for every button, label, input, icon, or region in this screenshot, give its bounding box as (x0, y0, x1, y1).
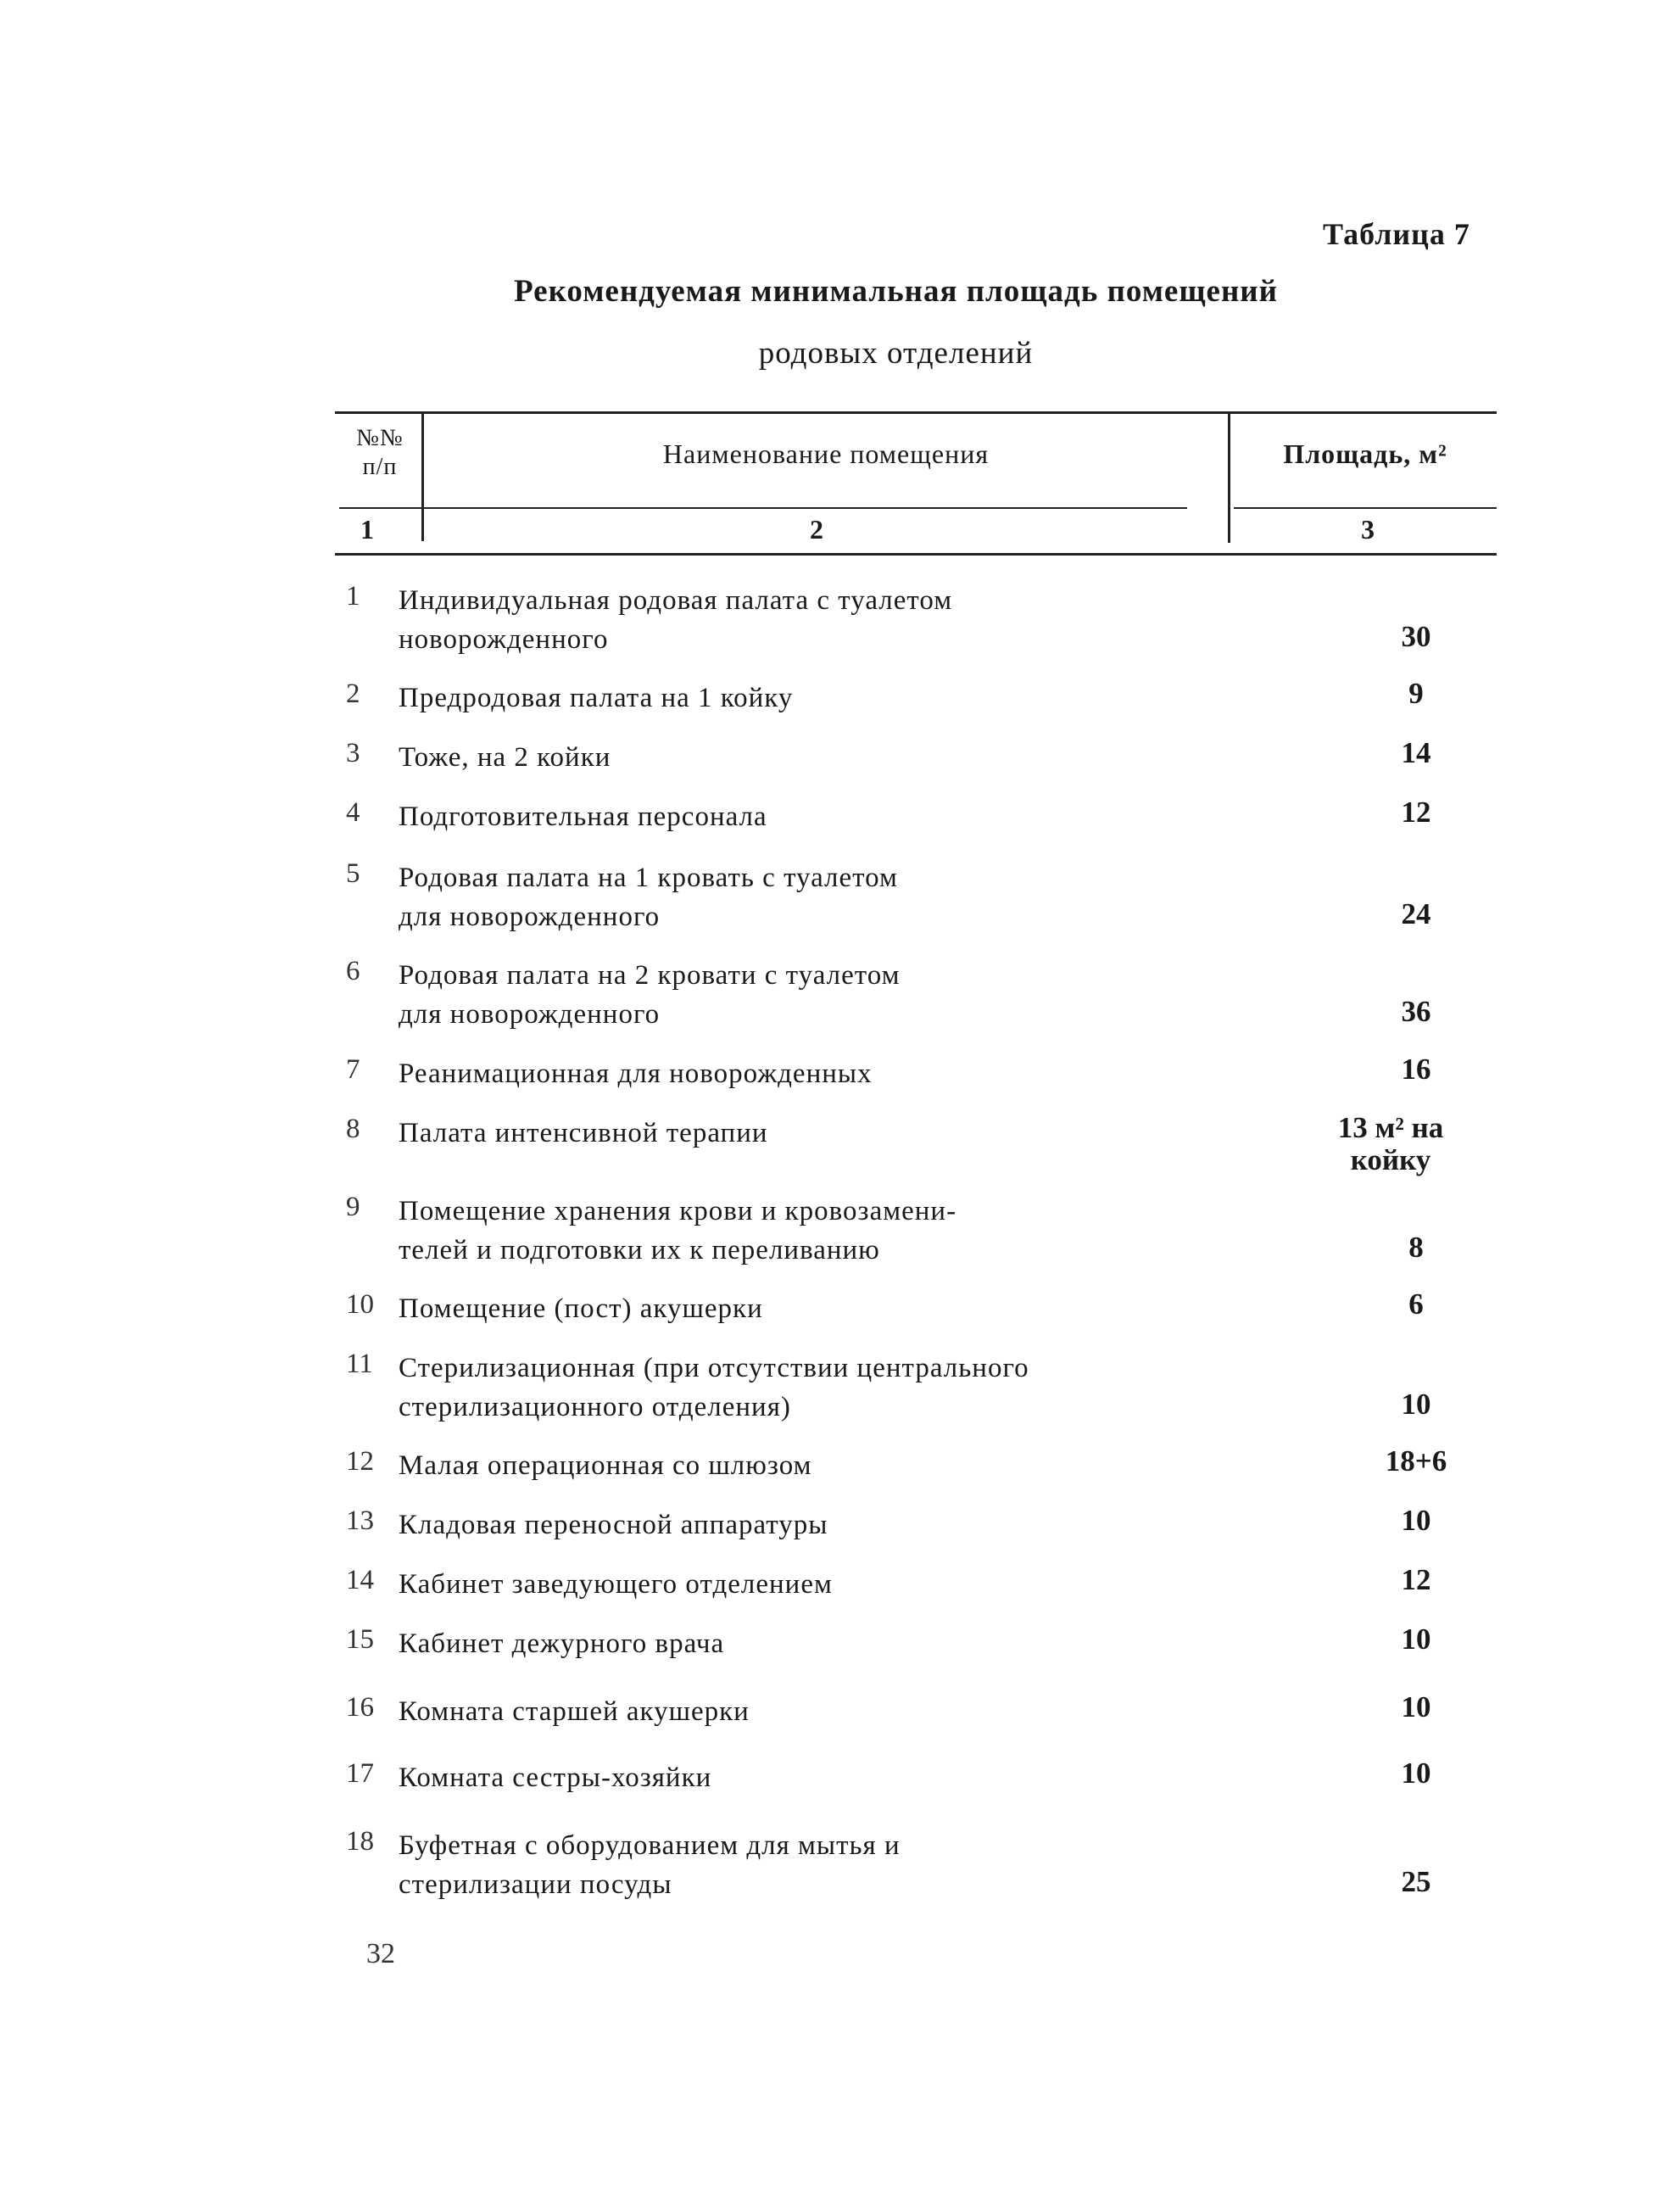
room-name-line: стерилизационного отделения) (399, 1392, 791, 1422)
room-name (399, 956, 1230, 1034)
room-name (399, 1349, 1230, 1427)
room-area: 30 (1401, 620, 1431, 653)
table-title (0, 273, 1673, 310)
room-area: 13 м² на койку (1337, 1111, 1444, 1176)
table-title-line2: родовых отделений (758, 336, 1034, 371)
room-name-line: Тоже, на 2 койки (399, 742, 611, 773)
column-number-1: 1 (360, 514, 374, 545)
row-number: 13 (346, 1505, 374, 1536)
room-area: 10 (1401, 1757, 1431, 1790)
room-name-line: для новорожденного (399, 902, 661, 932)
room-area: 36 (1401, 995, 1431, 1028)
room-name-line: телей и подготовки их к переливанию (399, 1235, 880, 1265)
room-area: 12 (1401, 1563, 1431, 1596)
room-area: 8 (1408, 1231, 1424, 1264)
header-name-col: Наименование помещения (662, 438, 990, 469)
row-number: 6 (346, 956, 360, 986)
room-area: 24 (1401, 897, 1431, 930)
room-name-line: Предродовая палата на 1 койку (399, 683, 794, 713)
row-number: 18 (346, 1826, 374, 1857)
room-area: 14 (1401, 736, 1431, 769)
header-number-sub-label: п/п (362, 454, 398, 480)
room-area: 10 (1401, 1690, 1431, 1723)
table-label: Таблица 7 (1323, 217, 1470, 251)
room-name (399, 1054, 1230, 1093)
room-area: 16 (1401, 1053, 1431, 1086)
room-name (399, 1114, 1230, 1153)
row-number: 1 (346, 581, 360, 612)
row-number: 2 (346, 679, 360, 709)
room-name (399, 679, 1230, 718)
row-number: 10 (346, 1289, 374, 1320)
column-number-rule (335, 553, 1497, 556)
row-number: 17 (346, 1758, 374, 1789)
room-name (399, 1758, 1230, 1797)
room-name (399, 1446, 1230, 1485)
room-name-line: Комната сестры-хозяйки (399, 1762, 712, 1793)
room-name (399, 738, 1230, 777)
row-number: 3 (346, 738, 360, 768)
room-name-line: Стерилизационная (при отсутствии центрального (399, 1353, 1029, 1383)
room-area: 25 (1401, 1865, 1431, 1898)
room-name-line: Родовая палата на 2 кровати с туалетом (399, 960, 901, 991)
page-number: 32 (366, 1938, 395, 1969)
table-title-line1: Рекомендуемая минимальная площадь помещений (514, 274, 1278, 309)
room-name (399, 1192, 1230, 1270)
room-name-line: Родовая палата на 1 кровать с туалетом (399, 863, 898, 893)
room-name (399, 581, 1230, 659)
room-name (399, 797, 1230, 836)
room-area: 12 (1401, 796, 1431, 829)
table-top-rule (335, 411, 1497, 414)
room-name-line: Индивидуальная родовая палата с туалетом (399, 585, 953, 616)
room-name-line: для новорожденного (399, 999, 661, 1030)
room-name (399, 1692, 1230, 1731)
room-name-line: Малая операционная со шлюзом (399, 1450, 812, 1481)
room-name-line: Буфетная с оборудованием для мытья и (399, 1830, 901, 1861)
room-name (399, 1505, 1230, 1544)
header-divider-rule-right (1234, 507, 1497, 509)
room-area: 10 (1401, 1504, 1431, 1537)
room-name-line: Палата интенсивной терапии (399, 1118, 768, 1148)
room-name (399, 1624, 1230, 1663)
room-name-line: Реанимационная для новорожденных (399, 1059, 873, 1089)
header-number-col (346, 424, 414, 482)
table-subtitle (0, 335, 1673, 371)
column-number-2: 2 (810, 514, 823, 545)
room-name-line: Комната старшей акушерки (399, 1696, 750, 1727)
room-area: 9 (1408, 677, 1424, 710)
row-number: 14 (346, 1565, 374, 1595)
row-number: 8 (346, 1114, 360, 1144)
column-number-3: 3 (1361, 514, 1375, 545)
room-name (399, 1565, 1230, 1604)
room-area: 10 (1401, 1623, 1431, 1656)
row-number: 9 (346, 1192, 360, 1222)
room-name-line: Подготовительная персонала (399, 802, 767, 832)
room-name-line: Кабинет дежурного врача (399, 1628, 725, 1659)
row-number: 11 (346, 1349, 373, 1379)
column-divider-1 (421, 414, 424, 541)
room-name (399, 858, 1230, 936)
header-area-col: Площадь, м² (1283, 438, 1447, 469)
header-number-label: №№ (356, 425, 404, 451)
row-number: 12 (346, 1446, 374, 1477)
room-area: 18+6 (1385, 1444, 1447, 1477)
room-name-line: стерилизации посуды (399, 1869, 672, 1900)
room-name-line: Помещение хранения крови и кровозамени- (399, 1196, 957, 1226)
room-area: 6 (1408, 1288, 1424, 1321)
room-name (399, 1826, 1230, 1904)
room-name-line: новорожденного (399, 624, 609, 655)
room-name-line: Кладовая переносной аппаратуры (399, 1510, 828, 1540)
room-name-line: Помещение (пост) акушерки (399, 1293, 763, 1324)
row-number: 15 (346, 1624, 374, 1655)
row-number: 7 (346, 1054, 360, 1085)
row-number: 5 (346, 858, 360, 889)
row-number: 4 (346, 797, 360, 828)
room-name-line: Кабинет заведующего отделением (399, 1569, 833, 1600)
room-name (399, 1289, 1230, 1328)
row-number: 16 (346, 1692, 374, 1723)
header-divider-rule (339, 507, 1187, 509)
column-divider-2 (1228, 414, 1230, 543)
room-area: 10 (1401, 1388, 1431, 1421)
